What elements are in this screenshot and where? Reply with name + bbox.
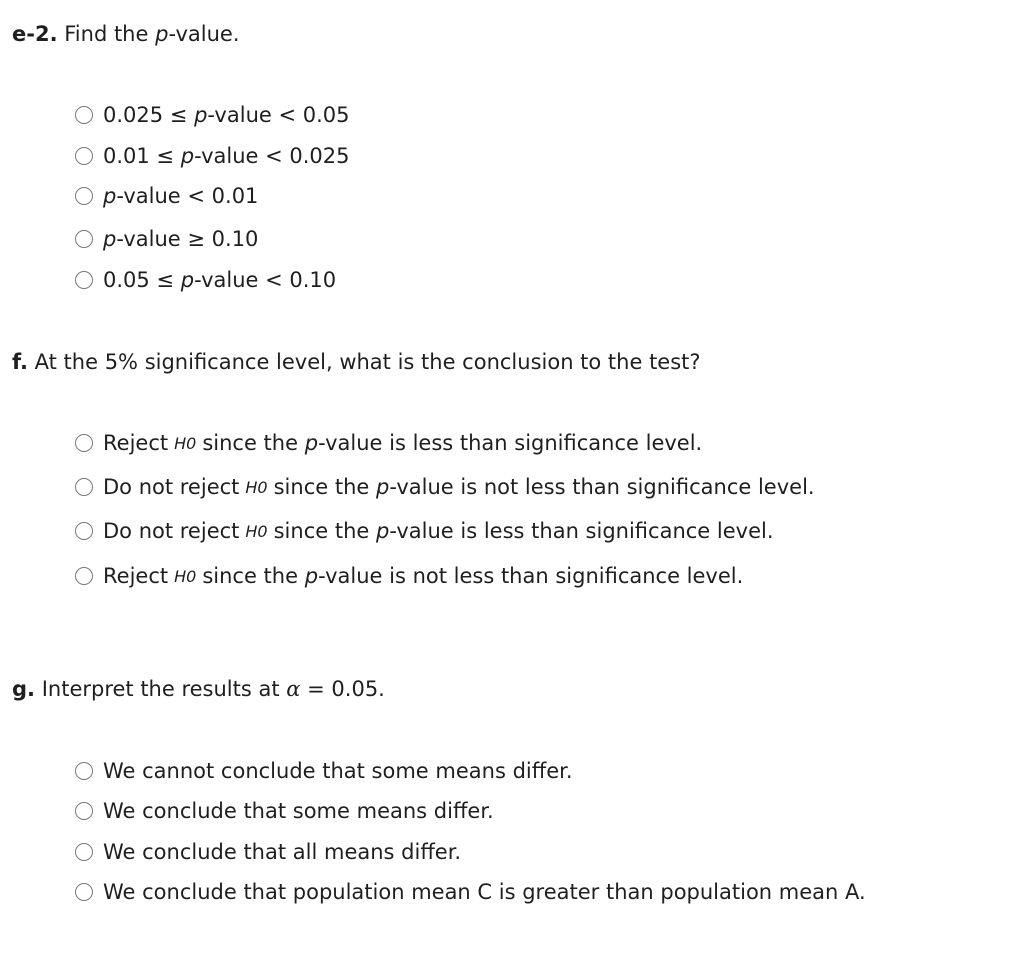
radio-button[interactable] <box>75 883 93 901</box>
radio-button[interactable] <box>75 230 93 248</box>
p-symbol: p <box>376 475 390 499</box>
option-e2-3[interactable] <box>75 182 258 210</box>
h0-symbol: H0 <box>174 566 197 586</box>
alpha-symbol: α <box>286 677 301 701</box>
option-text: -value < 0.10 <box>194 268 337 292</box>
option-text: -value < 0.01 <box>116 184 259 208</box>
question-text: At the 5% significance level, what is the conclusion to the test? <box>34 350 701 374</box>
radio-button[interactable] <box>75 567 93 585</box>
option-text: 0.01 ≤ <box>103 144 175 168</box>
option-text: -value < 0.05 <box>207 103 350 127</box>
question-label: g. <box>12 677 36 701</box>
option-g-1[interactable] <box>75 757 573 785</box>
option-f-3[interactable] <box>75 517 774 545</box>
radio-button[interactable] <box>75 147 93 165</box>
option-text: Do not reject <box>103 475 240 499</box>
p-symbol: p <box>103 227 117 251</box>
question-f <box>12 348 701 376</box>
option-text: since the <box>273 475 370 499</box>
option-g-4[interactable] <box>75 878 866 906</box>
p-symbol: p <box>376 519 390 543</box>
radio-button[interactable] <box>75 187 93 205</box>
option-text: Reject <box>103 564 169 588</box>
option-text: -value is less than significance level. <box>389 519 774 543</box>
question-e2 <box>12 20 240 48</box>
radio-button[interactable] <box>75 434 93 452</box>
question-text: Interpret the results at <box>41 677 280 701</box>
option-text: Do not reject <box>103 519 240 543</box>
option-text: We conclude that some means differ. <box>103 799 494 823</box>
option-text: since the <box>273 519 370 543</box>
option-text: -value is not less than significance level. <box>318 564 744 588</box>
option-text: Reject <box>103 431 169 455</box>
radio-button[interactable] <box>75 106 93 124</box>
option-f-1[interactable] <box>75 429 702 457</box>
p-symbol: p <box>304 431 319 455</box>
option-text: We conclude that all means differ. <box>103 840 462 864</box>
p-symbol: p <box>304 564 319 588</box>
option-f-2[interactable] <box>75 473 815 501</box>
option-text: -value < 0.025 <box>194 144 350 168</box>
question-g <box>12 675 385 703</box>
radio-button[interactable] <box>75 271 93 289</box>
option-text: 0.025 ≤ <box>103 103 188 127</box>
question-text: = 0.05. <box>307 677 385 701</box>
option-text: -value is less than significance level. <box>318 431 703 455</box>
option-text: 0.05 ≤ <box>103 268 175 292</box>
p-symbol: p <box>155 22 169 46</box>
option-text: We conclude that population mean C is greater than population mean A. <box>103 880 866 904</box>
option-e2-2[interactable] <box>75 142 350 170</box>
h0-symbol: H0 <box>245 477 268 497</box>
option-text: since the <box>202 564 299 588</box>
h0-symbol: H0 <box>245 521 268 541</box>
question-text: -value. <box>168 22 240 46</box>
option-text: -value ≥ 0.10 <box>116 227 259 251</box>
radio-button[interactable] <box>75 478 93 496</box>
p-symbol: p <box>194 103 208 127</box>
option-text: since the <box>202 431 299 455</box>
option-e2-4[interactable] <box>75 225 258 253</box>
p-symbol: p <box>180 144 195 168</box>
option-e2-1[interactable] <box>75 101 350 129</box>
radio-button[interactable] <box>75 522 93 540</box>
radio-button[interactable] <box>75 762 93 780</box>
option-f-4[interactable] <box>75 562 743 590</box>
option-g-3[interactable] <box>75 838 461 866</box>
p-symbol: p <box>180 268 195 292</box>
option-text: -value is not less than significance level. <box>389 475 815 499</box>
radio-button[interactable] <box>75 843 93 861</box>
question-label: e-2. <box>12 22 58 46</box>
option-e2-5[interactable] <box>75 266 336 294</box>
question-text: Find the <box>64 22 149 46</box>
option-g-2[interactable] <box>75 797 494 825</box>
h0-symbol: H0 <box>174 433 197 453</box>
option-text: We cannot conclude that some means differ. <box>103 759 573 783</box>
radio-button[interactable] <box>75 802 93 820</box>
question-label: f. <box>12 350 28 374</box>
p-symbol: p <box>103 184 117 208</box>
